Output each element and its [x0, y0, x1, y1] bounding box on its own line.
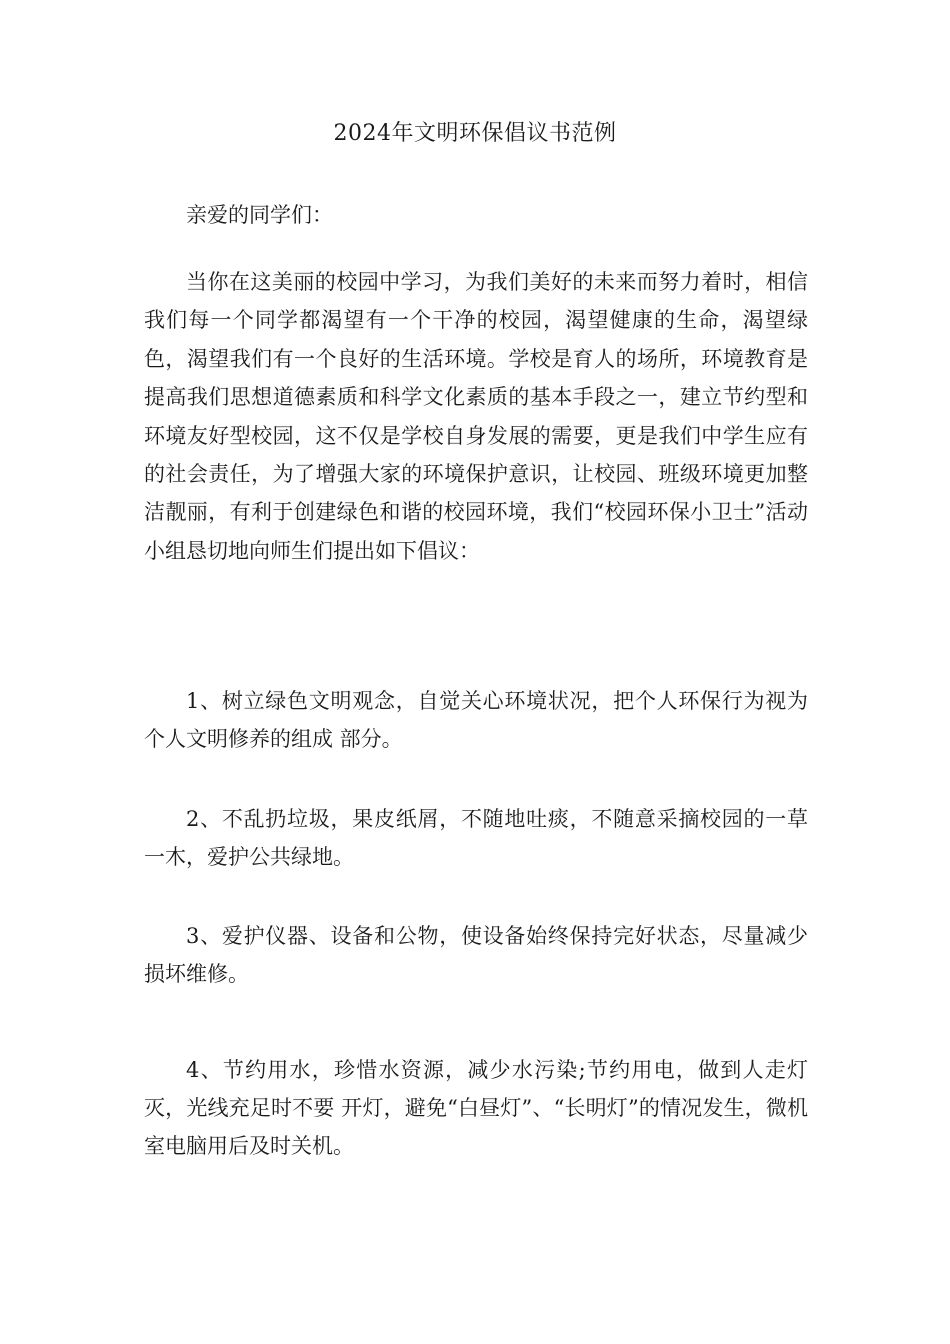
document-title: 2024年文明环保倡议书范例: [333, 121, 617, 146]
proposal-item-3: 3、爱护仪器、设备和公物，使设备始终保持完好状态，尽量减少损坏维修。: [144, 924, 808, 986]
proposal-item-4: 4、节约用水，珍惜水资源，减少水污染;节约用电，做到人走灯灭，光线充足时不要 开灯，避免“白昼灯”、“长明灯”的情况发生，微机室电脑用后及时关机。: [144, 1058, 808, 1158]
proposal-item-1: 1、树立绿色文明观念，自觉关心环境状况，把个人环保行为视为个人文明修养的组成 部分。: [144, 689, 808, 751]
intro-paragraph: 当你在这美丽的校园中学习，为我们美好的未来而努力着时，相信我们每一个同学都渴望有一个干净的校园，渴望健康的生命，渴望绿色，渴望我们有一个良好的生活环境。学校是育人的场所，环境教育是提高我们思想道德素质和科学文化素质的基本手段之一，建立节约型和环境友好型校园，这不仅是学校自身发展的需要，更是我们中学生应有的社会责任，为了增强大家的环境保护意识，让校园、班级环境更加整洁靓丽，有利于创建绿色和谐的校园环境，我们“校园环保小卫士”活动小组恳切地向师生们提出如下倡议：: [144, 270, 808, 563]
salutation: 亲爱的同学们：: [186, 203, 333, 227]
proposal-item-2: 2、不乱扔垃圾，果皮纸屑，不随地吐痰，不随意采摘校园的一草一木，爱护公共绿地。: [144, 807, 808, 869]
